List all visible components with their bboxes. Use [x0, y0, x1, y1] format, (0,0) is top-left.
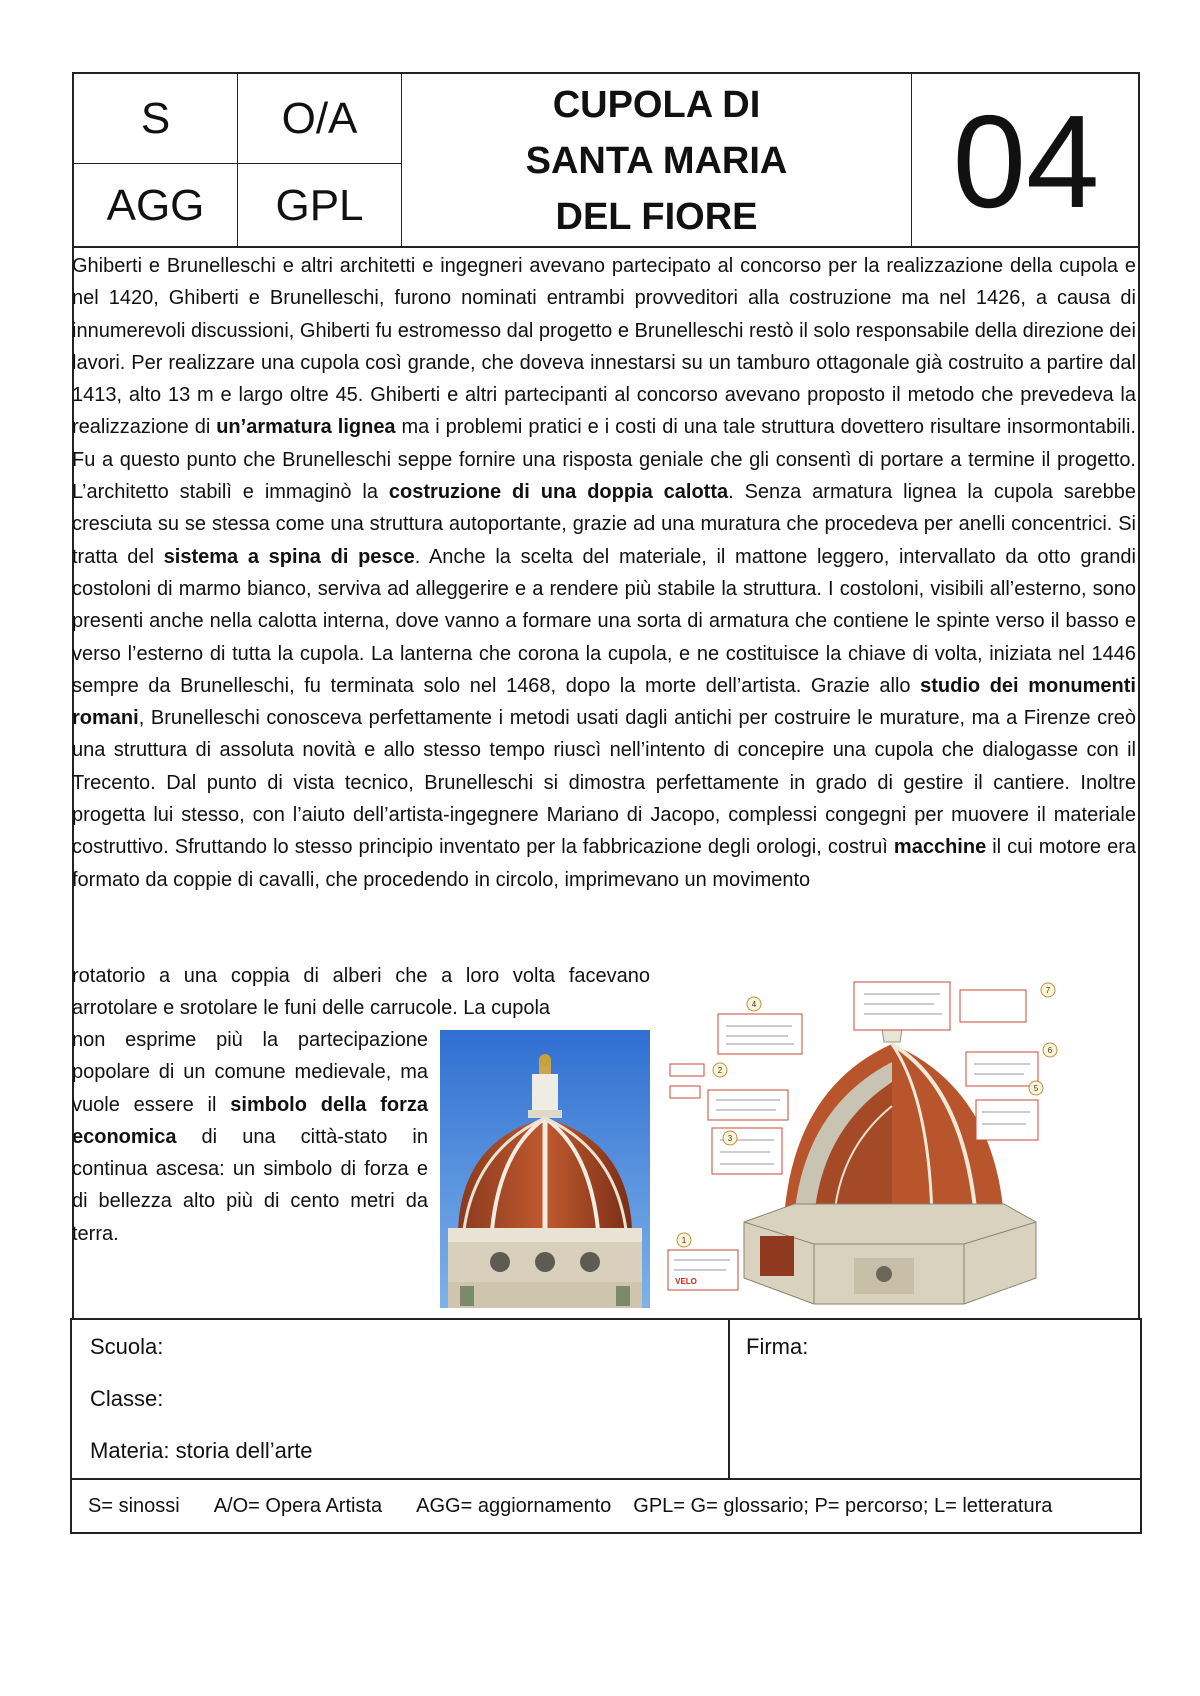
legend-s: S= sinossi — [88, 1494, 180, 1517]
bold-term: simbolo della forza economica — [72, 1093, 428, 1148]
text-run: ma i problemi pratici e i costi di una tale struttura dovettero risultare insormontabili. Fu a questo punto che Brunelleschi seppe fornire una risposta geniale che gli consentì di portare a termine il progetto. L’architetto stabilì e immaginò la — [72, 416, 1136, 504]
diagram-marker-4: 4 — [751, 1000, 757, 1009]
page-title — [402, 74, 912, 248]
title-line-1: CUPOLA DI — [552, 84, 761, 126]
text-run: . Anche la scelta del materiale, il mattone leggero, intervallato da otto grandi costoloni di marmo bianco, serviva ad alleggerire e a rendere più stabile la struttura. I costoloni, visibili all’esterno, sono presenti anche nella calotta interna, dove vanno a formare una sorta di armatura che contiene le spinte verso il basso e verso l’esterno di tutta la cupola. La lanterna che corona la cupola, e ne costituisce la chiave di volta, iniziata nel 1446 sempre da Brunelleschi, fu terminata solo nel 1468, dopo la morte dell’artista. Grazie allo — [72, 545, 1136, 697]
title-line-2: SANTA MARIA — [525, 140, 788, 182]
header-agg-cell: AGG — [74, 164, 238, 248]
signature-label: Firma: — [746, 1334, 809, 1359]
diagram-red-label: VELO — [675, 1277, 697, 1286]
bold-term: macchine — [893, 836, 987, 859]
dome-diagram-svg — [664, 978, 1076, 1310]
text-run: Ghiberti e Brunelleschi e altri architetti e ingegneri avevano partecipato al concorso per la realizzazione della cupola e nel 1420, Ghiberti e Brunelleschi, furono nominati entrambi provveditori alla costruzione ma nel 1426, a causa di innumerevoli discussioni, Ghiberti fu estromesso dal progetto e Brunelleschi restò il solo responsabile della direzione dei lavori. Per realizzare una cupola così grande, che doveva innestarsi su un tamburo ottagonale già costruito a partire dal 1413, alto 13 m e largo oltre 45. Ghiberti e altri partecipanti al concorso avevano proposto il metodo che prevedeva la realizzazione di — [72, 255, 1136, 439]
body-paragraph — [72, 250, 1136, 896]
diagram-marker-5: 5 — [1033, 1084, 1039, 1093]
dome-section-diagram — [664, 978, 1076, 1310]
legend-gpl: GPL= G= glossario; P= percorso; L= letteratura — [633, 1494, 1053, 1517]
legend-ao: A/O= Opera Artista — [213, 1494, 383, 1517]
dome-photo — [440, 1030, 650, 1308]
bold-term: studio dei monumenti romani — [72, 674, 1136, 730]
class-label: Classe: — [90, 1386, 164, 1411]
legend-bar — [70, 1480, 1142, 1534]
diagram-marker-2: 2 — [717, 1066, 723, 1075]
legend-agg: AGG= aggiornamento — [416, 1494, 612, 1517]
text-run: , Brunelleschi conosceva perfettamente i metodi usati dagli antichi per costruire le murature, ma a Firenze creò una struttura di assoluta novità e allo stesso tempo riuscì nell’intento di concepire una cupola che dialogasse con il Trecento. Dal punto di vista tecnico, Brunelleschi si dimostra perfettamente in grado di gestire il cantiere. Inoltre progetta lui stesso, con l’aiuto dell’artista-ingegnere Mariano di Jacopo, complessi congegni per muovere il materiale costruttivo. Sfruttando lo stesso principio inventato per la fabbricazione degli orologi, costruì — [72, 707, 1136, 859]
wrap-text-top: rotatorio a una coppia di alberi che a loro volta facevano arrotolare e srotolare le funi delle carrucole. La cupola — [72, 965, 650, 1020]
bold-term: un’armatura lignea — [216, 416, 396, 439]
header-gpl-cell: GPL — [238, 164, 402, 248]
text-run: . Senza armatura lignea la cupola sarebbe cresciuta su se stessa come una struttura autoportante, grazie ad una muratura che procedeva per anelli concentrici. Si tratta del — [72, 481, 1136, 568]
diagram-marker-3: 3 — [727, 1134, 733, 1143]
footer-info — [72, 1320, 730, 1478]
footer-box — [70, 1318, 1142, 1480]
card-number: 04 — [952, 87, 1100, 235]
diagram-marker-6: 6 — [1047, 1046, 1053, 1055]
header-table — [72, 72, 1140, 248]
bold-term: costruzione di una doppia calotta — [388, 481, 729, 504]
title-line-3: DEL FIORE — [555, 196, 758, 238]
header-oa-cell: O/A — [238, 74, 402, 164]
text-run: non esprime più la partecipazione popolare di un comune medievale, ma vuole essere il — [72, 1029, 428, 1116]
school-label: Scuola: — [90, 1334, 164, 1359]
dome-photo-svg — [440, 1030, 650, 1308]
diagram-marker-7: 7 — [1045, 986, 1051, 995]
text-run: il cui motore era formato da coppie di cavalli, che procedendo in circolo, imprimevano un movimento — [72, 836, 1136, 891]
diagram-marker-1: 1 — [681, 1236, 687, 1245]
bold-term: sistema a spina di pesce — [163, 545, 415, 568]
subject-label: Materia: storia dell’arte — [90, 1438, 313, 1463]
text-run: di una città-stato in continua ascesa: un simbolo di forza e di bellezza alto più di cento metri da terra. — [72, 1125, 428, 1245]
wrap-text-bottom — [72, 1024, 428, 1250]
header-s-cell: S — [74, 74, 238, 164]
body-text — [72, 250, 1136, 896]
